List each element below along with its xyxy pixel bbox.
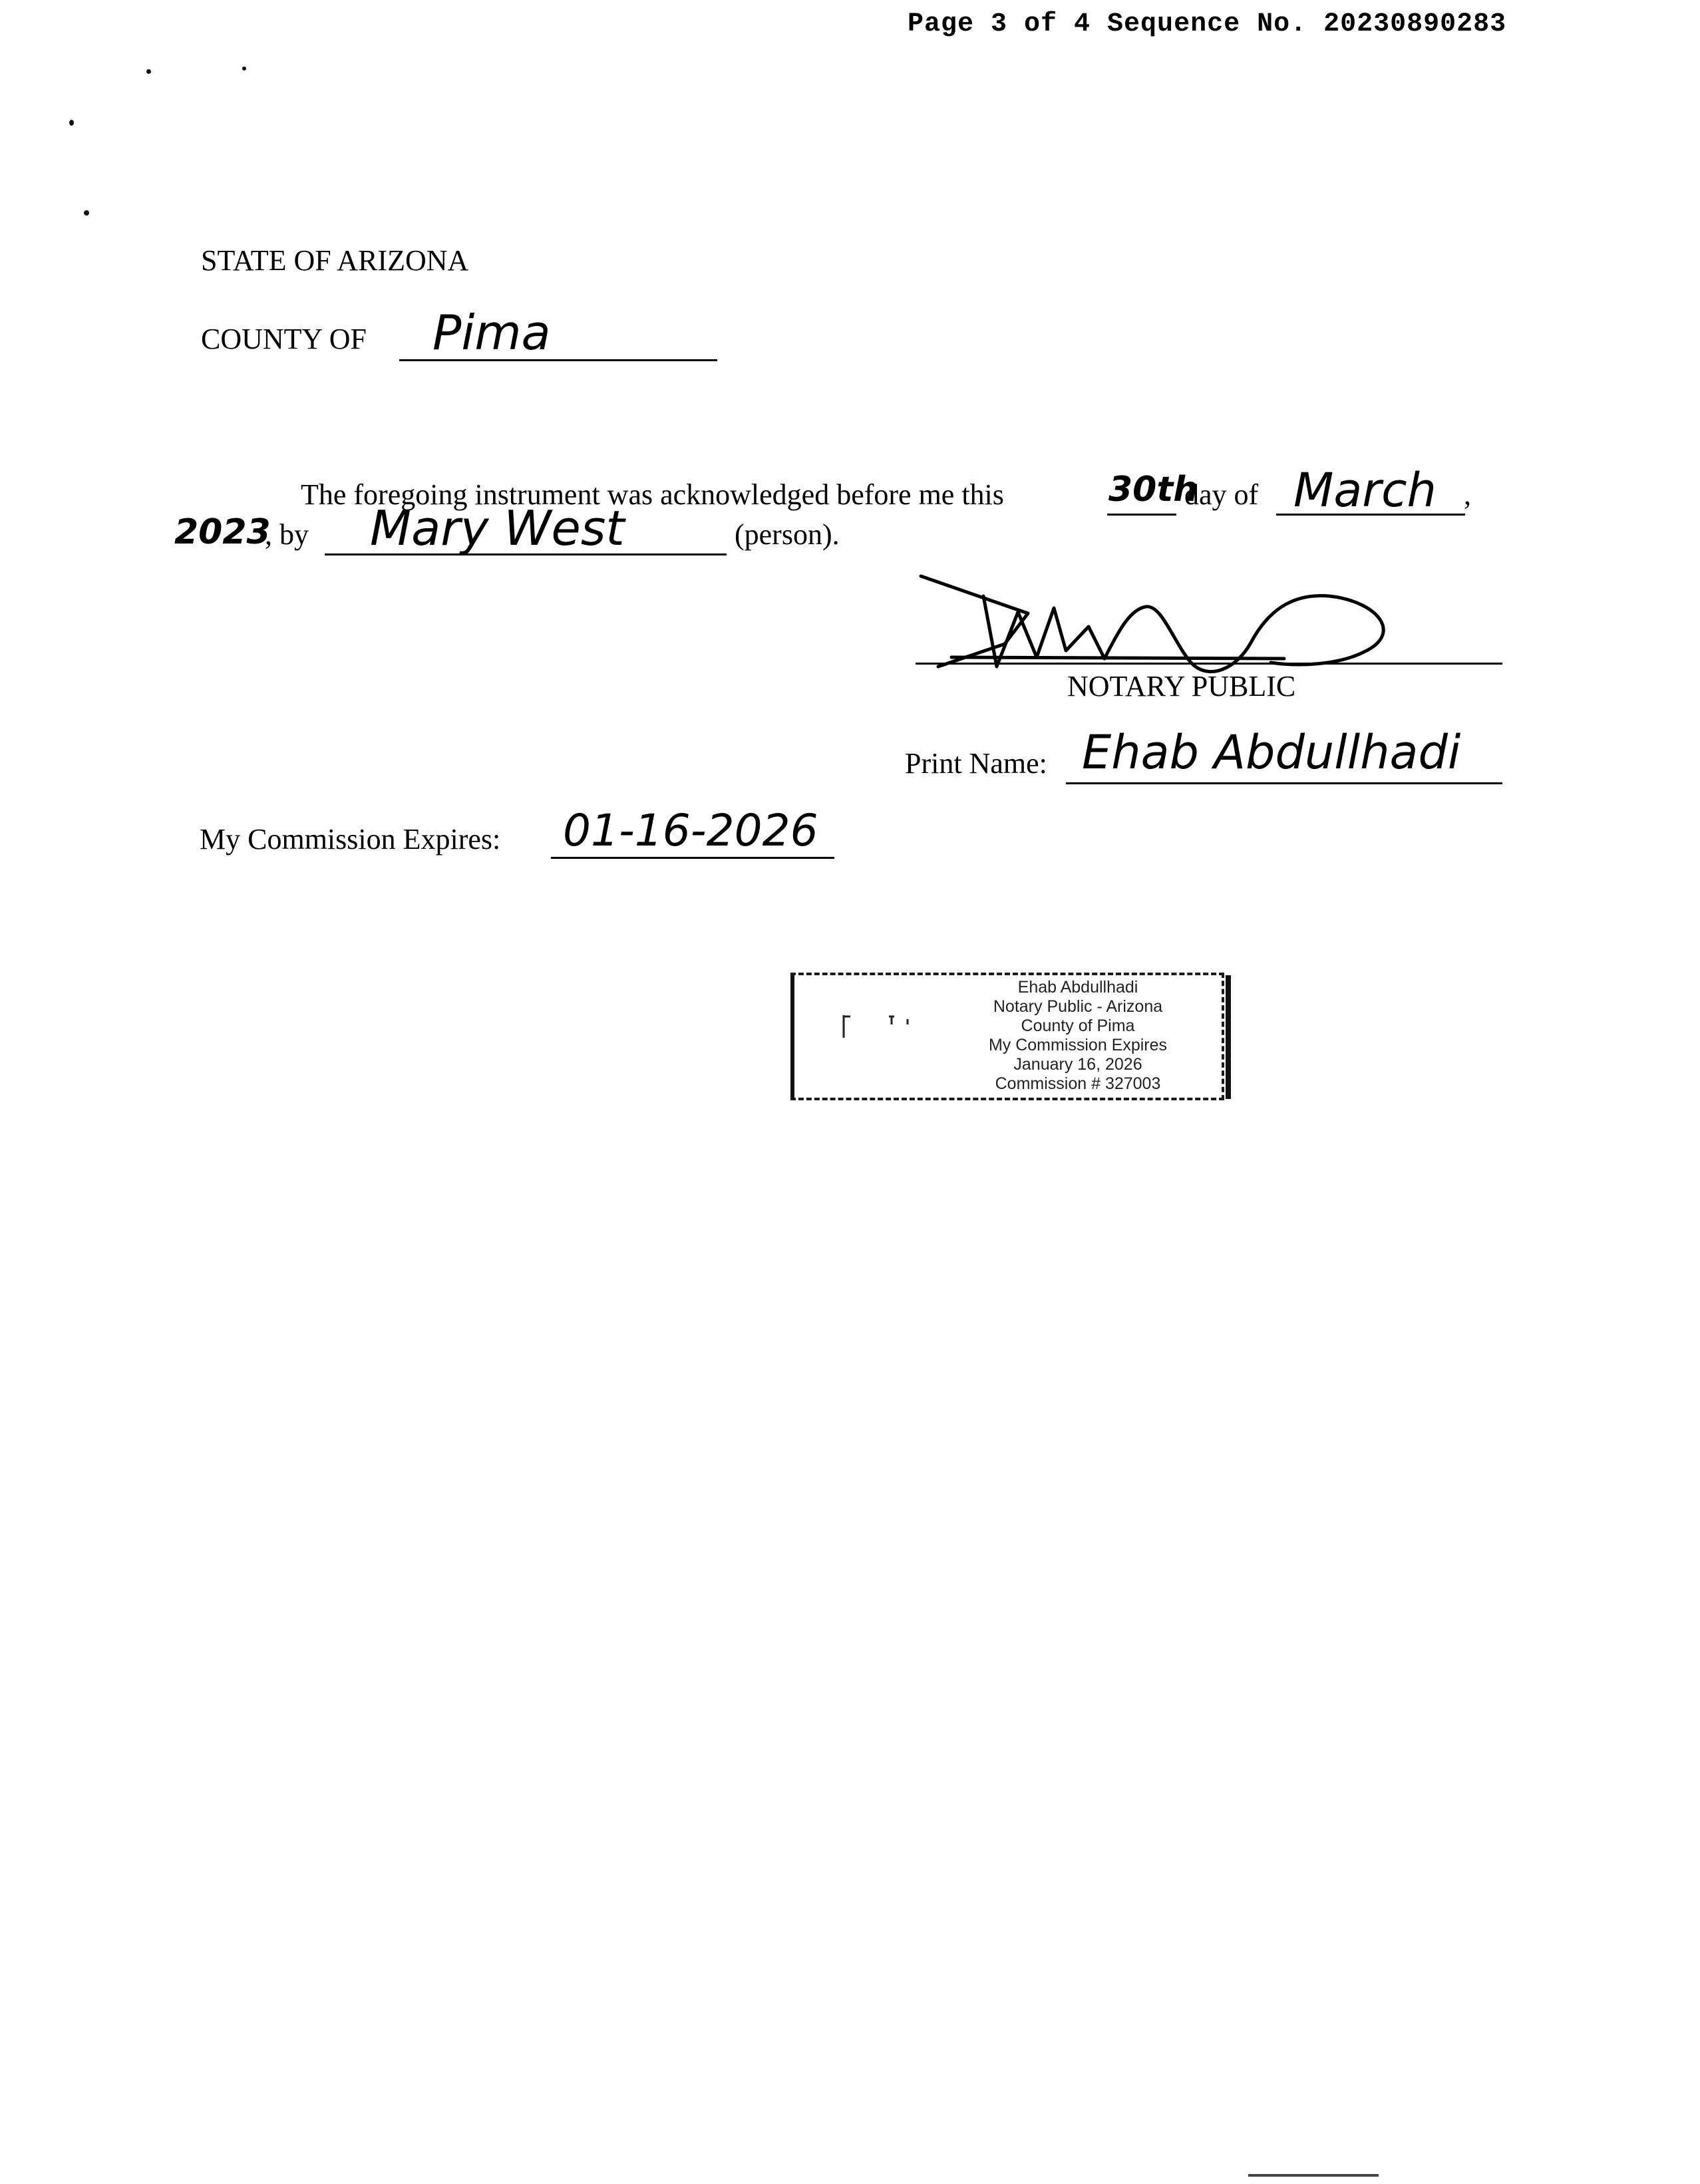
acknowledgment-text-4: (person). bbox=[735, 518, 840, 551]
stamp-line-expires-label: My Commission Expires bbox=[988, 1036, 1168, 1054]
scan-artifact-line bbox=[1248, 2174, 1379, 2177]
print-name-handwritten: Ehab Abdullhadi bbox=[1082, 725, 1461, 780]
scan-speck bbox=[242, 67, 246, 71]
day-underline bbox=[1107, 514, 1176, 516]
notary-stamp-edge bbox=[1220, 975, 1231, 1099]
stamp-line-county: County of Pima bbox=[1021, 1016, 1135, 1035]
county-label: COUNTY OF bbox=[201, 323, 367, 355]
notary-public-title: NOTARY PUBLIC bbox=[1067, 670, 1296, 702]
stamp-line-title: Notary Public - Arizona bbox=[993, 997, 1163, 1016]
stamp-line-name: Ehab Abdullhadi bbox=[1017, 978, 1138, 997]
stamp-text bbox=[945, 978, 1211, 1094]
signature-line bbox=[916, 663, 1502, 665]
notary-stamp-edge bbox=[790, 975, 800, 1099]
stamp-line-expires-date: January 16, 2026 bbox=[1013, 1055, 1142, 1074]
commission-handwritten: 01-16-2026 bbox=[563, 805, 818, 856]
print-name-label: Print Name: bbox=[905, 747, 1047, 780]
commission-underline bbox=[551, 857, 834, 859]
county-handwritten: Pima bbox=[432, 305, 551, 361]
scan-speck bbox=[84, 210, 89, 216]
acknowledgment-text-1: The foregoing instrument was acknowledged before me this bbox=[301, 478, 1004, 511]
page-sequence-header: Page 3 of 4 Sequence No. 20230890283 bbox=[908, 9, 1507, 39]
notary-signature bbox=[912, 569, 1431, 683]
scan-speck bbox=[69, 120, 74, 126]
acknowledgment-comma: , bbox=[1464, 478, 1471, 511]
stamp-line-commission-number: Commission # 327003 bbox=[995, 1074, 1161, 1093]
year-handwritten: 2023 bbox=[174, 512, 271, 552]
person-handwritten: Mary West bbox=[370, 500, 625, 556]
stamp-seal-marks bbox=[836, 1011, 916, 1051]
day-handwritten: 30th bbox=[1108, 470, 1198, 510]
acknowledgment-text-3: , by bbox=[265, 518, 309, 551]
commission-label: My Commission Expires: bbox=[200, 823, 501, 856]
acknowledgment-text-2: day of bbox=[1184, 478, 1259, 511]
print-name-underline bbox=[1066, 782, 1502, 784]
month-handwritten: March bbox=[1293, 463, 1437, 518]
scan-speck bbox=[146, 69, 151, 74]
state-line: STATE OF ARIZONA bbox=[201, 244, 469, 277]
